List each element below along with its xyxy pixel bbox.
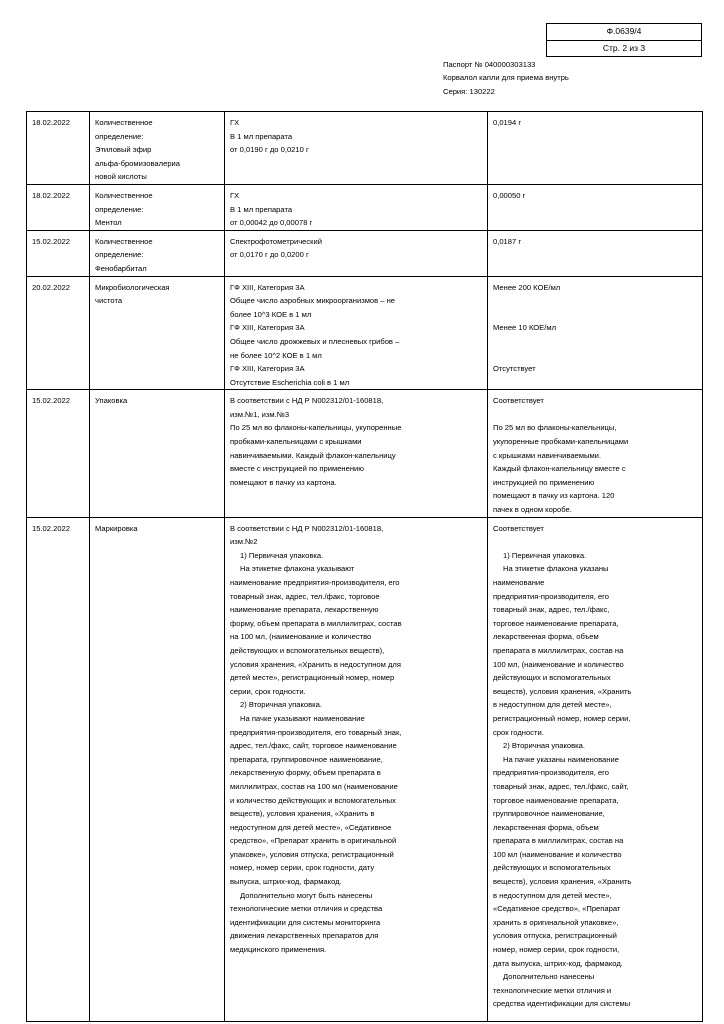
date-cell: 15.02.2022 [27, 230, 90, 276]
cell-line: идентификации для системы мониторинга [230, 917, 381, 927]
cell-line: веществ), условия хранения, «Хранить в [230, 809, 375, 819]
cell-line: в недоступном для детей месте», [493, 890, 612, 900]
cell-line: 2) Вторичная упаковка. [240, 700, 322, 710]
method-cell [225, 390, 488, 517]
cell-line: предприятия-производителя, его [493, 591, 610, 601]
cell-line: упаковке», условия отпуска, регистрационный [230, 849, 394, 859]
cell-line [493, 408, 697, 422]
cell-line: 100 мл, (наименование и количество [493, 659, 624, 669]
cell-line: Отсутствует [493, 364, 536, 374]
cell-line: технологические метки отличия и средства [230, 904, 383, 914]
result-cell [488, 276, 703, 390]
cell-line: лекарственная форма, объем [493, 822, 599, 832]
cell-line: наименование препарата, лекарственную [230, 605, 379, 615]
cell-line: веществ), условия хранения, «Хранить [493, 686, 632, 696]
cell-line: торговое наименование препарата, [493, 795, 619, 805]
cell-line: На пачке указывают наименование [240, 713, 365, 723]
cell-line: Каждый флакон-капельницу вместе с [493, 464, 626, 474]
cell-line: товарный знак, адрес, тел./факс, [493, 605, 610, 615]
cell-line: условия хранения, «Хранить в недоступном для [230, 659, 401, 669]
date-cell: 18.02.2022 [27, 184, 90, 230]
method-cell [225, 276, 488, 390]
cell-line: 2) Вторичная упаковка. [503, 741, 585, 751]
cell-line: наименование предприятия-производителя, его [230, 578, 400, 587]
cell-line: 0,0187 г [493, 236, 522, 246]
cell-line: ГХ [230, 118, 240, 127]
cell-line: Спектрофотометрический [230, 236, 322, 246]
date-cell: 20.02.2022 [27, 276, 90, 390]
method-cell [225, 230, 488, 276]
cell-line: определение: [95, 204, 144, 214]
cell-line: ГХ [230, 190, 240, 200]
cell-line: товарный знак, адрес, тел./факс, сайт, [493, 781, 629, 791]
cell-line: препарата, группировочное наименование, [230, 754, 383, 764]
cell-line: укупоренные пробками-капельницами [493, 437, 629, 447]
result-cell [488, 184, 703, 230]
date-cell: 15.02.2022 [27, 517, 90, 1021]
cell-line: Фенобарбитал [95, 263, 147, 273]
cell-line: серии, срок годности. [230, 686, 306, 696]
cell-line: препарата в миллилитрах, состав на [493, 836, 624, 846]
passport-number: Паспорт № 040000303133 [443, 60, 536, 69]
cell-line: На этикетке флакона указывают [240, 564, 355, 574]
cell-line: помещают в пачку из картона. 120 [493, 491, 615, 501]
table-row [27, 517, 703, 1021]
cell-line: определение: [95, 131, 144, 141]
cell-line: номер, номер серии, срок годности, дату [230, 863, 375, 873]
cell-line: лекарственная форма, объем [493, 632, 599, 642]
date-cell: 18.02.2022 [27, 112, 90, 185]
cell-line: медицинского применения. [230, 945, 327, 955]
cell-line: средство», «Препарат хранить в оригинальной [230, 836, 397, 846]
cell-line: Соответствует [493, 396, 544, 406]
series-number: Серия: 130222 [443, 86, 495, 96]
cell-line: Дополнительно нанесены [503, 972, 595, 982]
product-name: Корвалол капли для приема внутрь [443, 73, 569, 83]
cell-line: более 10^3 КОЕ в 1 мл [230, 309, 312, 319]
cell-line: Ментол [95, 218, 122, 228]
cell-line: выпуска, штрих-код, фармакод. [230, 877, 342, 887]
cell-line: Общее число дрожжевых и плесневых грибов – [230, 336, 400, 346]
table-row [27, 112, 703, 185]
cell-line: определение: [95, 250, 144, 260]
cell-line: изм.№1, изм.№3 [230, 409, 290, 419]
cell-line: с крышками навинчиваемыми. [493, 450, 602, 460]
cell-line: действующих и вспомогательных веществ), [230, 645, 385, 655]
cell-line: Дополнительно могут быть нанесены [240, 890, 373, 900]
cell-line: ГФ XIII, Категория 3А [230, 364, 305, 374]
cell-line [493, 535, 697, 549]
cell-line: от 0,0170 г до 0,0200 г [230, 250, 309, 260]
cell-line: миллилитрах, состав на 100 мл (наименование [230, 781, 398, 791]
test-name-cell [90, 184, 225, 230]
cell-line: 0,0194 г [493, 118, 522, 127]
cell-line: изм.№2 [230, 537, 258, 547]
cell-line: На этикетке флакона указаны [503, 564, 609, 574]
test-name-cell [90, 390, 225, 517]
table-row [27, 390, 703, 517]
cell-line [493, 349, 697, 363]
cell-line: 0,00050 г [493, 190, 526, 200]
cell-line: товарный знак, адрес, тел./факс, торговое [230, 591, 380, 601]
result-cell [488, 230, 703, 276]
cell-line: и количество действующих и вспомогательных [230, 795, 396, 805]
cell-line: пробками-капельницами с крышками [230, 437, 362, 447]
cell-line: пачек в одном коробе. [493, 505, 572, 515]
cell-line [493, 335, 697, 349]
cell-line: чистота [95, 296, 123, 306]
method-cell [225, 517, 488, 1021]
cell-line: регистрационный номер, номер серии, [493, 713, 631, 723]
cell-line: форму, объем препарата в миллилитрах, состав [230, 618, 402, 628]
cell-line: Этиловый эфир [95, 145, 152, 155]
table-row [27, 276, 703, 390]
result-cell [488, 112, 703, 185]
test-name-cell [90, 517, 225, 1021]
cell-line: 1) Первичная упаковка. [240, 550, 324, 560]
cell-line: В соответствии с НД Р N002312/01-160818, [230, 523, 384, 533]
cell-line [493, 294, 697, 308]
result-cell [488, 390, 703, 517]
cell-line [493, 308, 697, 322]
test-name-cell [90, 276, 225, 390]
cell-line: инструкцией по применению [493, 477, 595, 487]
cell-line: В соответствии с НД Р N002312/01-160818, [230, 396, 384, 406]
cell-line: Количественное [95, 118, 153, 127]
cell-line: лекарственную форму, объем препарата в [230, 768, 381, 778]
cell-line: адрес, тел./факс, сайт, торговое наименование [230, 741, 397, 751]
cell-line: новой кислоты [95, 172, 147, 182]
method-cell [225, 184, 488, 230]
table-row [27, 230, 703, 276]
cell-line: вместе с инструкцией по применению [230, 464, 364, 474]
cell-line: предприятия-производителя, его товарный знак, [230, 727, 402, 737]
cell-line: от 0,00042 до 0,00078 г [230, 218, 313, 228]
cell-line: ГФ XIII, Категория 3А [230, 323, 305, 333]
cell-line: недоступном для детей месте», «Седативное [230, 822, 392, 832]
cell-line: Микробиологическая [95, 282, 170, 292]
cell-line: Общее число аэробных микроорганизмов – не [230, 296, 396, 306]
cell-line: В 1 мл препарата [230, 204, 293, 214]
test-name-cell [90, 230, 225, 276]
cell-line: от 0,0190 г до 0,0210 г [230, 145, 309, 155]
cell-line: хранить в оригинальной упаковке», [493, 917, 619, 927]
cell-line: На пачке указаны наименование [503, 754, 619, 764]
result-cell [488, 517, 703, 1021]
cell-line: наименование [493, 578, 545, 587]
cell-line: срок годности. [493, 727, 544, 737]
cell-line: По 25 мл во флаконы-капельницы, [493, 423, 617, 433]
page-number: Стр. 2 из 3 [547, 40, 701, 57]
cell-line: Соответствует [493, 523, 544, 533]
cell-line: детей месте», регистрационный номер, номер [230, 673, 395, 683]
cell-line: номер, номер серии, срок годности, [493, 945, 620, 955]
cell-line: 100 мл (наименование и количество [493, 849, 622, 859]
cell-line: не более 10^2 КОЕ в 1 мл [230, 350, 322, 360]
cell-line: По 25 мл во флаконы-капельницы, укупоренные [230, 423, 402, 433]
cell-line: «Седативное средство», «Препарат [493, 904, 621, 914]
cell-line: Количественное [95, 190, 153, 200]
cell-line: Количественное [95, 236, 153, 246]
cell-line: альфа-бромизовалериа [95, 158, 181, 168]
cell-line: условия отпуска, регистрационный [493, 931, 617, 941]
method-cell [225, 112, 488, 185]
cell-line: предприятия-производителя, его [493, 768, 610, 778]
cell-line: 1) Первичная упаковка. [503, 550, 587, 560]
cell-line: средства идентификации для системы [493, 999, 631, 1009]
cell-line: веществ), условия хранения, «Хранить [493, 877, 632, 887]
cell-line: Менее 10 КОЕ/мл [493, 323, 557, 333]
cell-line: технологические метки отличия и [493, 985, 612, 995]
cell-line: Упаковка [95, 396, 128, 406]
test-name-cell [90, 112, 225, 185]
form-code-box [546, 23, 702, 57]
cell-line: препарата в миллилитрах, состав на [493, 645, 624, 655]
cell-line: ГФ XIII, Категория 3А [230, 282, 305, 292]
cell-line: Маркировка [95, 523, 138, 533]
cell-line: навинчиваемыми. Каждый флакон-капельницу [230, 450, 396, 460]
date-cell: 15.02.2022 [27, 390, 90, 517]
cell-line: группировочное наименование, [493, 809, 605, 819]
cell-line: торговое наименование препарата, [493, 618, 619, 628]
passport-header [443, 58, 569, 98]
cell-line: в недоступном для детей месте», [493, 700, 612, 710]
table-row [27, 184, 703, 230]
cell-line: движения лекарственных препаратов для [230, 931, 379, 941]
cell-line: действующих и вспомогательных [493, 673, 611, 683]
cell-line: Менее 200 КОЕ/мл [493, 282, 561, 292]
test-results-table [26, 111, 703, 1022]
cell-line: действующих и вспомогательных [493, 863, 611, 873]
cell-line: Отсутствие Escherichia coli в 1 мл [230, 377, 350, 387]
cell-line: на 100 мл, (наименование и количество [230, 632, 372, 642]
cell-line: дата выпуска, штрих-код, фармакод. [493, 958, 623, 968]
form-code: Ф.0639/4 [606, 26, 642, 36]
cell-line: В 1 мл препарата [230, 131, 293, 141]
cell-line: помещают в пачку из картона. [230, 477, 337, 487]
